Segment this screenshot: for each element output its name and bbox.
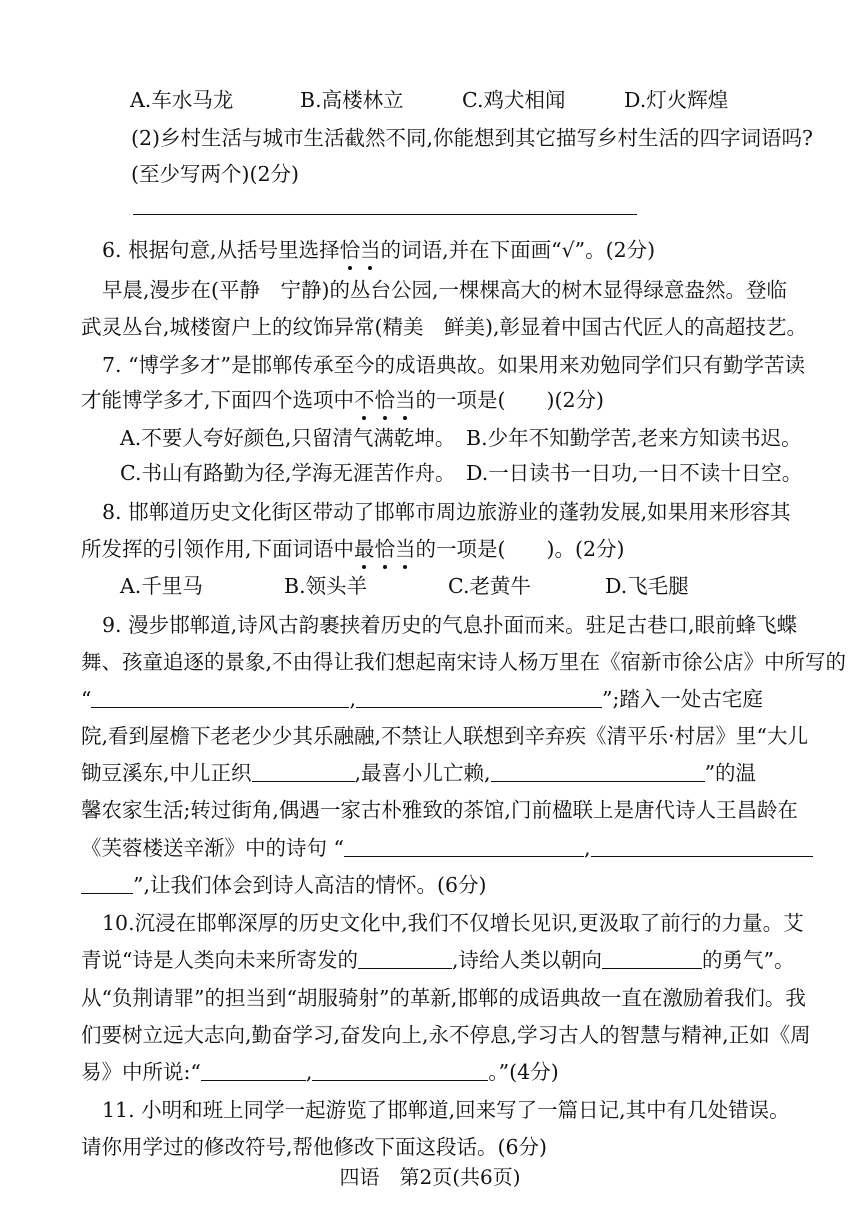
q7-line1: 7. “博学多才”是邯郸传承至今的成语典故。如果用来劝勉同学们只有勤学苦读 [102,353,806,377]
q10-line2-b: ,诗给人类以朝向 [451,948,603,972]
q7-line2 [81,386,604,414]
q9-line3 [81,685,763,713]
q10-comma: , [305,1060,313,1084]
q7-options-row1 [120,424,802,452]
q5-option-b: B.高楼林立 [300,88,404,112]
q7-option-b: B.少年不知勤学苦,老来方知读书迟。 [466,426,802,450]
q9-blank-5-cont[interactable] [591,836,813,857]
q9-blank-1[interactable] [91,687,349,708]
q6-prompt [102,236,655,264]
q5-option-c: C.鸡犬相闻 [462,88,566,112]
q9-line3-tail: ”;踏入一处古宅庭 [602,687,763,711]
q9-line5-c: ”的温 [704,761,757,785]
q7-line2-b: 的一项是( )(2分) [415,388,605,412]
q9-line8-b: ”,让我们体会到诗人高洁的情怀。(6分) [133,873,487,897]
q9-blank-3[interactable] [252,761,355,782]
q5-options [130,86,728,114]
q7-option-d: D.一日读书一日功,一日不读十日空。 [466,461,803,485]
q8-line1: 8. 邯郸道历史文化街区带动了邯郸市周边旅游业的蓬勃发展,如果用来形容其 [102,500,791,524]
q6-prompt-b: 的词语,并在下面画“√”。(2分) [380,238,656,262]
q5-sub2-line2: (至少写两个)(2分) [131,162,300,186]
q9-blank-5[interactable] [344,836,584,857]
q5-option-a: A.车水马龙 [130,88,234,112]
q10-line1: 10.沉浸在邯郸深厚的历史文化中,我们不仅增长见识,更汲取了前行的力量。艾 [102,911,804,935]
q6-line1: 早晨,漫步在(平静 宁静)的丛台公园,一棵棵高大的树木显得绿意盎然。登临 [102,278,788,302]
q6-prompt-a: 6. 根据句意,从括号里选择 [102,238,340,262]
q8-option-a: A.千里马 [120,574,203,598]
q9-line6: 馨农家生活;转过街角,偶遇一家古朴雅致的茶馆,门前楹联上是唐代诗人王昌龄在 [81,798,798,822]
q10-line2 [81,946,795,974]
q9-blank-2[interactable] [356,687,602,708]
q9-comma-2: , [584,836,591,860]
q9-line5-a: 锄豆溪东,中儿正织 [81,761,252,785]
q7-emphasis-char: 不 [354,388,375,412]
q9-comma: , [349,687,357,711]
q6-line2: 武灵丛台,城楼窗户上的纹饰异常(精美 鲜美),彰显着中国古代匠人的高超技艺。 [81,315,808,339]
q9-blank-4[interactable] [491,761,705,782]
q10-blank-2[interactable] [602,948,702,969]
q10-line3: 从“负荆请罪”的担当到“胡服骑射”的革新,邯郸的成语典故一直在激励着我们。我 [81,986,806,1010]
q10-blank-3[interactable] [201,1060,306,1081]
q8-emphasis-char: 恰 [374,537,396,561]
q8-option-c: C.老黄牛 [448,574,531,598]
q9-open-quote: “ [81,687,92,711]
q8-emphasis-char: 当 [395,537,416,561]
q9-line2: 舞、孩童追逐的景象,不由得让我们想起南宋诗人杨万里在《宿新市徐公店》中所写的 [81,650,847,674]
q10-line4: 们要树立远大志向,勤奋学习,奋发向上,永不停息,学习古人的智慧与精神,正如《周 [81,1023,811,1047]
q8-emphasis-char: 最 [354,537,375,561]
q8-option-b: B.领头羊 [284,574,368,598]
q11-line2: 请你用学过的修改符号,帮他修改下面这段话。(6分) [81,1135,548,1159]
q8-line2-a: 所发挥的引领作用,下面词语中 [81,537,355,561]
q8-option-d: D.飞毛腿 [605,574,689,598]
q10-line2-c: 的勇气”。 [702,948,795,972]
q9-blank-6[interactable] [81,873,133,894]
page-footer: 四语 第2页(共6页) [339,1165,521,1189]
q7-option-a: A.不要人夸好颜色,只留清气满乾坤。 [120,426,456,450]
q10-line5 [81,1058,559,1086]
q6-emphasis-char: 恰 [339,238,361,262]
q7-line2-a: 才能博学多才,下面四个选项中 [81,388,355,412]
q7-emphasis-char: 当 [395,388,416,412]
q10-line5-a: 易》中所说:“ [81,1060,201,1084]
q7-emphasis-char: 恰 [374,388,396,412]
q8-line2 [81,535,625,563]
q10-blank-4[interactable] [312,1060,488,1081]
q9-line1: 9. 漫步邯郸道,诗风古韵裹挟着历史的气息扑面而来。驻足古巷口,眼前蜂飞蝶 [102,613,798,637]
q9-line5-b: ,最喜小儿亡赖, [354,761,491,785]
q5-answer-line[interactable] [133,214,637,215]
q8-line2-b: 的一项是( )。(2分) [415,537,625,561]
q9-line8 [81,871,487,899]
q5-sub2-line1: (2)乡村生活与城市生活截然不同,你能想到其它描写乡村生活的四字词语吗? [131,126,814,150]
q9-line5 [81,759,756,787]
q6-emphasis-char: 当 [360,238,381,262]
q11-line1: 11. 小明和班上同学一起游览了邯郸道,回来写了一篇日记,其中有几处错误。 [102,1098,790,1122]
q10-blank-1[interactable] [358,948,452,969]
q9-line7 [81,834,813,862]
q5-option-d: D.灯火辉煌 [624,88,729,112]
q7-option-c: C.书山有路勤为径,学海无涯苦作舟。 [120,461,456,485]
q7-options-row2 [120,459,802,487]
q9-line7-a: 《芙蓉楼送辛渐》中的诗句 “ [81,836,344,860]
q10-line2-a: 青说“诗是人类向未来所寄发的 [81,948,358,972]
q10-line5-b: 。”(4分) [488,1060,559,1084]
q9-line4: 院,看到屋檐下老老少少其乐融融,不禁让人联想到辛弃疾《清平乐·村居》里“大儿 [81,724,809,748]
q8-options [120,572,689,600]
